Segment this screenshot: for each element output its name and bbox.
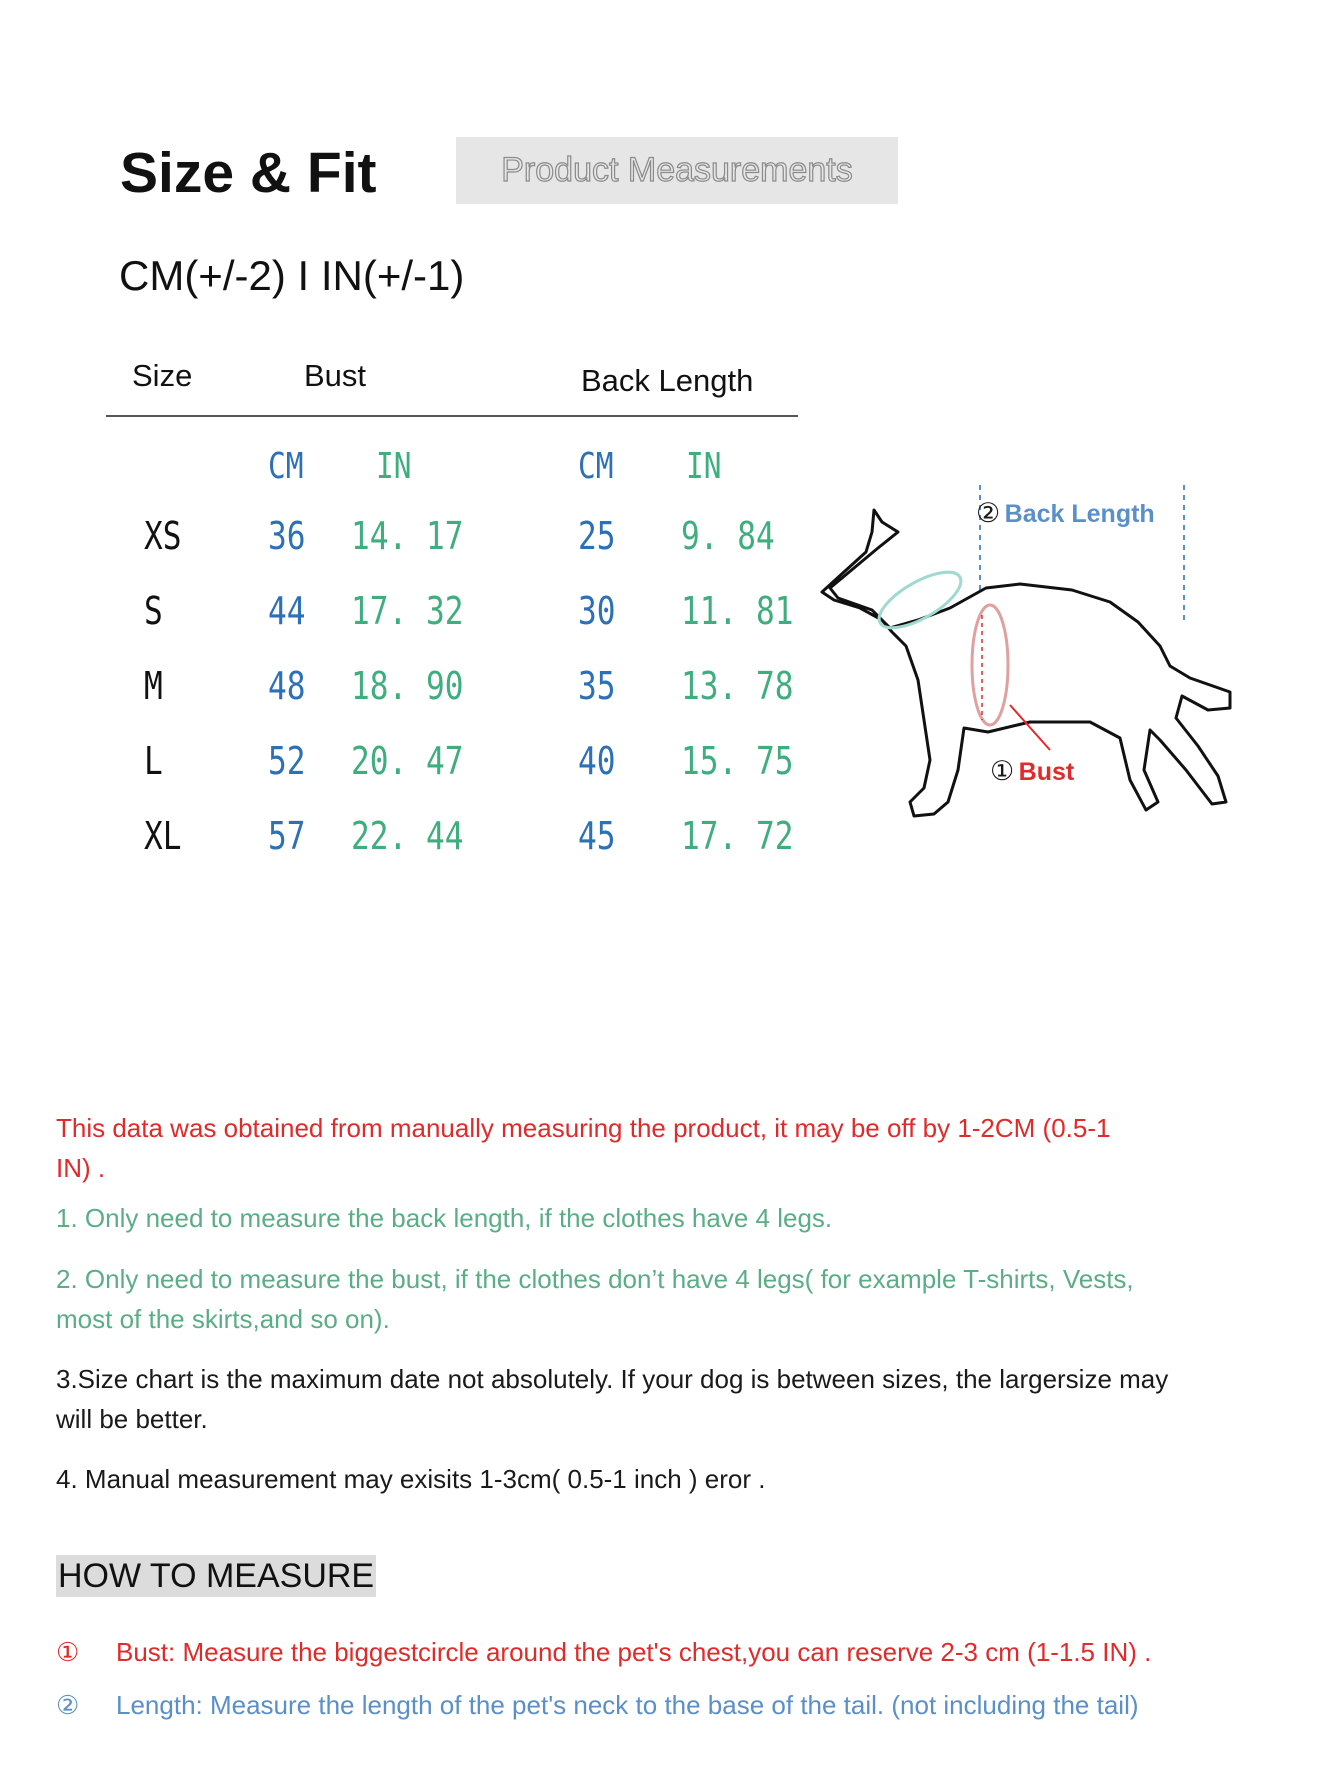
how-to-item-1	[56, 1632, 1151, 1672]
row-s-bust-in: 17. 32	[351, 589, 464, 633]
row-xs-back-in: 9. 84	[681, 514, 775, 558]
item-2-text: Length: Measure the length of the pet's neck to the base of the tail. (not including the tail)	[116, 1690, 1139, 1720]
unit-back-in: IN	[686, 446, 722, 487]
note-3-line-2: will be better.	[56, 1404, 208, 1434]
tolerance-note: CM(+/-2) I IN(+/-1)	[119, 252, 465, 299]
row-xl-back-in: 17. 72	[681, 814, 794, 858]
chest-ring	[972, 605, 1008, 725]
how-to-item-2	[56, 1685, 1139, 1725]
row-s-back-in: 11. 81	[681, 589, 794, 633]
row-l-back-in: 15. 75	[681, 739, 794, 783]
row-m-back-cm: 35	[578, 664, 616, 708]
unit-back-cm: CM	[578, 446, 614, 487]
note-2-line-2: most of the skirts,and so on).	[56, 1304, 390, 1334]
header-divider	[106, 415, 798, 417]
note-2	[56, 1259, 1286, 1339]
bust-pointer	[1010, 705, 1050, 750]
row-xs-back-cm: 25	[578, 514, 616, 558]
note-2-line-1: 2. Only need to measure the bust, if the clothes don’t have 4 legs( for example T-shirts, Vests,	[56, 1264, 1134, 1294]
item-1-text: Bust: Measure the biggestcircle around the pet's chest,you can reserve 2-3 cm (1-1.5 IN) .	[116, 1637, 1152, 1667]
product-measurements-tab: Product Measurements	[456, 137, 898, 204]
note-3	[56, 1359, 1286, 1439]
item-2-number-icon: ②	[56, 1690, 80, 1720]
row-s-back-cm: 30	[578, 589, 616, 633]
row-s-size: S	[144, 589, 163, 633]
disclaimer	[56, 1108, 1286, 1188]
row-m-bust-cm: 48	[268, 664, 306, 708]
bust-label	[990, 756, 1074, 787]
note-4: 4. Manual measurement may exisits 1-3cm( 0.5-1 inch ) eror .	[56, 1464, 766, 1494]
item-1-number-icon: ①	[56, 1637, 80, 1667]
col-header-back-length: Back Length	[581, 363, 754, 398]
note-3-line-1: 3.Size chart is the maximum date not absolutely. If your dog is between sizes, the largersize may	[56, 1364, 1169, 1394]
row-xl-back-cm: 45	[578, 814, 616, 858]
back-length-text: Back Length	[1004, 500, 1155, 528]
how-to-measure-heading: HOW TO MEASURE	[58, 1557, 375, 1595]
row-xs-bust-in: 14. 17	[351, 514, 464, 558]
row-xl-bust-in: 22. 44	[351, 814, 464, 858]
row-xs-size: XS	[144, 514, 182, 558]
unit-bust-in: IN	[376, 446, 412, 487]
unit-bust-cm: CM	[268, 446, 304, 487]
row-xl-size: XL	[144, 814, 182, 858]
col-header-size: Size	[132, 358, 193, 393]
disclaimer-line-2: IN) .	[56, 1153, 106, 1183]
row-l-back-cm: 40	[578, 739, 616, 783]
neck-collar-ring	[871, 561, 969, 638]
bust-text: Bust	[1018, 758, 1075, 786]
note-1: 1. Only need to measure the back length, if the clothes have 4 legs.	[56, 1203, 833, 1233]
back-length-number-icon: ②	[976, 498, 1001, 528]
row-l-bust-in: 20. 47	[351, 739, 464, 783]
page-title: Size & Fit	[120, 141, 377, 205]
col-header-bust: Bust	[304, 358, 367, 393]
row-xl-bust-cm: 57	[268, 814, 306, 858]
back-length-label	[976, 498, 1155, 529]
bust-number-icon: ①	[990, 756, 1015, 786]
row-l-bust-cm: 52	[268, 739, 306, 783]
row-l-size: L	[144, 739, 163, 783]
row-s-bust-cm: 44	[268, 589, 306, 633]
row-m-back-in: 13. 78	[681, 664, 794, 708]
disclaimer-line-1: This data was obtained from manually measuring the product, it may be off by 1-2CM (0.5-1	[56, 1113, 1111, 1143]
row-m-bust-in: 18. 90	[351, 664, 464, 708]
row-xs-bust-cm: 36	[268, 514, 306, 558]
row-m-size: M	[144, 664, 163, 708]
